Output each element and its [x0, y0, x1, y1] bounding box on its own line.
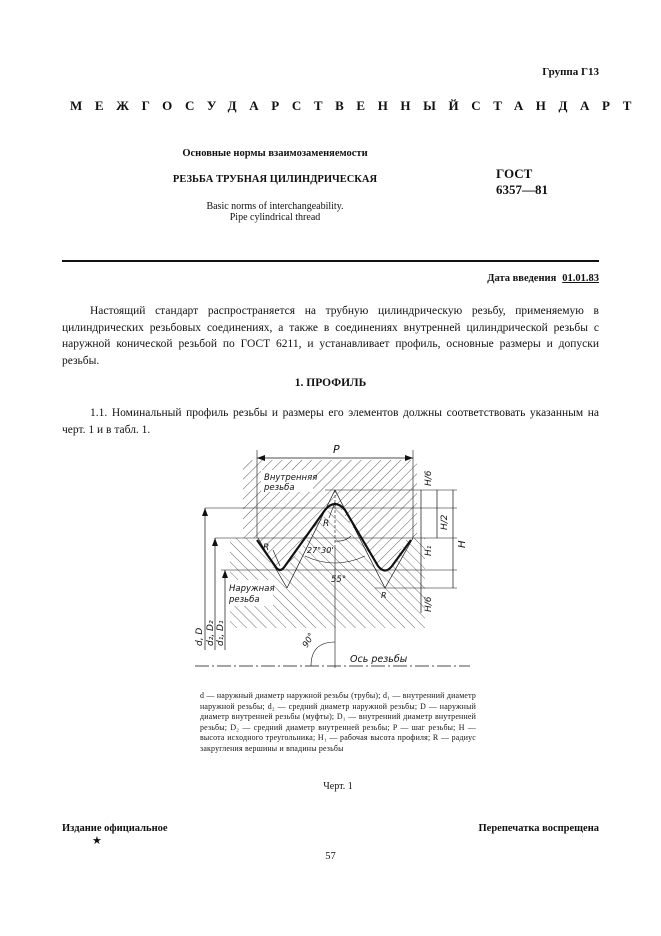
radius-top-label: R	[323, 519, 330, 529]
figure-legend: d — наружный диаметр наружной резьбы (трубы); d₁ — внутренний диаметр наружной резьбы; d₂ — средний диаметр наружной резьбы; D — наружный диаметр внутренней резьбы (муфты); D₁ — внутренний диаметр внутренней резьбы; D₂ — средний диаметр внутренней резьбы; P — шаг резьбы; H — высота исходного треугольника; H₁ — рабочая высота профиля; R — радиус закругления вершины и впадины резьбы	[200, 691, 476, 753]
standard-banner	[70, 98, 645, 114]
group-code: Группа Г13	[542, 66, 599, 78]
introduction-date	[487, 273, 599, 284]
thread-axis-label: Ось резьбы	[350, 654, 408, 665]
h6-bottom-label: H/6	[424, 596, 434, 612]
angle-55-label: 55°	[331, 575, 347, 585]
english-title-line2: Pipe cylindrical thread	[229, 212, 321, 223]
thread-profile-drawing	[185, 438, 485, 683]
gost-label: ГОСТ	[496, 166, 533, 181]
banner-interstate: МЕЖГОСУДАРСТВЕННЫЙ	[70, 98, 472, 113]
introduction-date-label: Дата введения	[487, 273, 557, 284]
external-thread-label-1: Наружная	[229, 584, 275, 594]
d1-D1-label: d₁, D₁	[216, 620, 226, 646]
header-rule	[62, 260, 599, 262]
paragraph-1-1: 1.1. Номинальный профиль резьбы и размеры его элементов должны соответствовать указанным на черт. 1 и в табл. 1.	[62, 407, 599, 436]
h1-label: H₁	[424, 545, 434, 556]
right-angle-arc	[311, 642, 335, 666]
star-icon: ★	[92, 835, 102, 847]
half-angle-label: 27°30'	[307, 546, 334, 555]
d2-D2-label: d₂, D₂	[206, 620, 216, 646]
english-title-line1: Basic norms of interchangeability.	[206, 201, 344, 212]
intro-paragraph: Настоящий стандарт распространяется на трубную цилиндрическую резьбу, применяемую в цилиндрических резьбовых соединениях, а также в соединениях внутренней цилиндрической резьбы с наружной конической резьбой по ГОСТ 6211, и устанавливает профиль, основные размеры и допуски резьбы.	[62, 305, 599, 367]
reprint-notice: Перепечатка воспрещена	[478, 823, 599, 834]
internal-thread-label-1: Внутренняя	[264, 473, 318, 483]
h6-top-label: H/6	[424, 470, 434, 486]
page-number: 57	[325, 851, 336, 862]
right-angle-label: 90°	[300, 631, 318, 650]
standard-subtitle: Основные нормы взаимозаменяемости	[182, 148, 368, 159]
figure-caption: Черт. 1	[323, 781, 353, 792]
radius-right-label: R	[381, 591, 387, 600]
standard-title: РЕЗЬБА ТРУБНАЯ ЦИЛИНДРИЧЕСКАЯ	[172, 174, 378, 185]
official-edition: Издание официальное	[62, 823, 168, 834]
h-label: H	[457, 540, 468, 548]
section-heading: 1. ПРОФИЛЬ	[294, 377, 367, 389]
h2-label: H/2	[440, 514, 450, 530]
gost-number: 6357—81	[496, 182, 548, 197]
d2-arrow	[212, 538, 218, 546]
external-thread-label-2: резьба	[229, 595, 260, 605]
banner-standard: СТАНДАРТ	[471, 98, 645, 113]
d-arrow	[202, 508, 208, 516]
d1-arrow	[222, 570, 228, 578]
d-D-label: d, D	[195, 627, 205, 646]
radius-bottom-label: R	[263, 543, 270, 553]
internal-thread-label-2: резьба	[264, 483, 295, 493]
pitch-label: P	[333, 443, 340, 456]
introduction-date-value: 01.01.83	[562, 273, 599, 284]
